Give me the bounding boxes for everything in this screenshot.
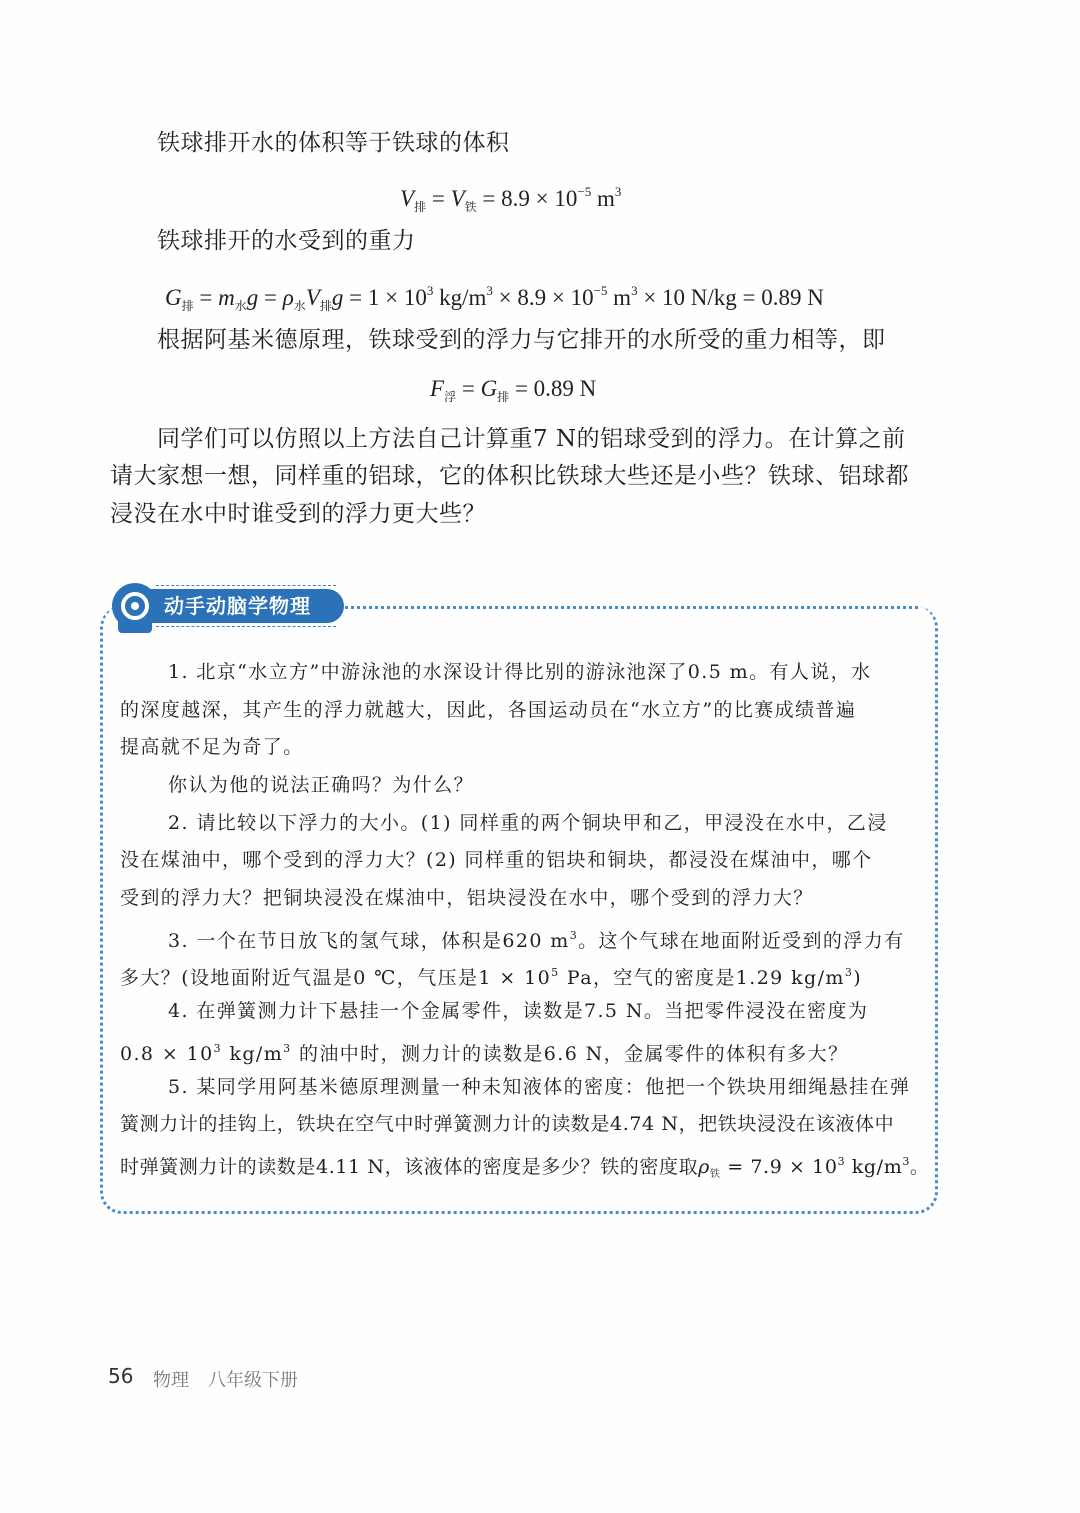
dot-icon	[131, 602, 139, 610]
paragraph-archimedes: 根据阿基米德原理，铁球受到的浮力与它排开的水所受的重力相等，即	[157, 327, 886, 353]
var-v: V	[305, 285, 320, 310]
text: 0.8 × 10	[120, 1043, 214, 1065]
sub-pai: 排	[497, 390, 510, 404]
unit-exponent: 3	[614, 184, 622, 199]
equals: =	[258, 285, 283, 310]
activity-box-top-border	[340, 606, 918, 609]
banner-dash-bottom	[156, 626, 336, 627]
formula-buoyancy	[430, 374, 596, 412]
value: × 10 N/kg = 0.89 N	[637, 285, 824, 310]
text: 3. 一个在节日放飞的氢气球，体积是620 m	[168, 930, 570, 952]
text: = 7.9 × 10	[720, 1156, 838, 1178]
var-g: g	[246, 285, 259, 310]
value: × 8.9 × 10	[492, 285, 594, 310]
var-m: m	[218, 285, 235, 310]
text: 时弹簧测力计的读数是4.11 N，该液体的密度是多少？铁的密度取	[120, 1156, 699, 1178]
text: )	[853, 967, 863, 989]
equals: =	[193, 285, 219, 310]
exponent: 3	[486, 283, 493, 298]
var-rho: ρ	[698, 1156, 710, 1178]
text: kg/m	[222, 1043, 284, 1065]
var-v: V	[450, 186, 465, 211]
text: 的油中时，测力计的读数是6.6 N，金属零件的体积有多大？	[291, 1043, 849, 1065]
unit: m	[591, 186, 615, 211]
equals: =	[456, 376, 481, 401]
activity-banner	[112, 583, 344, 629]
value: 8.9 × 10	[501, 186, 578, 211]
var-g-cap: G	[480, 376, 498, 401]
question-1-line-3: 提高就不足为奇了。	[120, 736, 304, 758]
equals: =	[476, 186, 502, 211]
paragraph-exercise-2: 请大家想一想，同样重的铝球，它的体积比铁球大些还是小些？铁球、铝球都	[110, 463, 909, 489]
question-3-line-2	[120, 960, 862, 991]
question-1-line-4: 你认为他的说法正确吗？为什么？	[168, 774, 475, 796]
exponent: −5	[593, 283, 608, 298]
exponent: 3	[631, 283, 638, 298]
question-4-line-2	[120, 1036, 848, 1067]
unit: m	[607, 285, 632, 310]
banner-dash-top	[156, 585, 336, 586]
formula-weight	[165, 276, 824, 321]
var-f: F	[430, 376, 445, 401]
var-g: g	[331, 285, 344, 310]
paragraph-exercise-3: 浸没在水中时谁受到的浮力更大些？	[110, 501, 486, 527]
sub-shui: 水	[293, 299, 306, 313]
value: = 1 × 10	[343, 285, 427, 310]
text: 。这个气球在地面附近受到的浮力有	[578, 930, 905, 952]
question-5-line-2: 簧测力计的挂钩上，铁块在空气中时弹簧测力计的读数是4.74 N，把铁块浸没在该液体中	[120, 1113, 895, 1135]
exponent: 3	[837, 1155, 846, 1168]
sub-tie: 铁	[709, 1169, 721, 1180]
exponent: 3	[213, 1042, 222, 1055]
question-4-line-1: 4. 在弹簧测力计下悬挂一个金属零件，读数是7.5 N。当把零件浸没在密度为	[168, 1000, 869, 1022]
sub-pai: 排	[414, 200, 427, 214]
footer-grade: 八年级下册	[208, 1370, 298, 1391]
text: kg/m	[845, 1156, 903, 1178]
paragraph-exercise-1: 同学们可以仿照以上方法自己计算重7 N的铝球受到的浮力。在计算之前	[157, 426, 906, 452]
paragraph-volume-statement: 铁球排开水的体积等于铁球的体积	[157, 130, 510, 156]
var-rho: ρ	[282, 285, 294, 310]
question-5-line-1: 5. 某同学用阿基米德原理测量一种未知液体的密度：他把一个铁块用细绳悬挂在弹	[168, 1076, 911, 1098]
exponent: 3	[426, 283, 434, 298]
page-number: 56	[108, 1364, 134, 1388]
unit: kg/m	[433, 285, 487, 310]
question-1-line-1: 1. 北京“水立方”中游泳池的水深设计得比别的游泳池深了0.5 m。有人说，水	[168, 661, 872, 683]
text: 。	[909, 1156, 930, 1178]
exponent: −5	[577, 184, 592, 199]
text: 多大？(设地面附近气温是0 ℃，气压是1 × 10	[120, 967, 552, 989]
magnifier-circle-icon	[112, 583, 158, 629]
activity-title: 动手动脑学物理	[164, 594, 311, 618]
var-v: V	[400, 186, 415, 211]
paragraph-weight-statement: 铁球排开的水受到的重力	[157, 228, 416, 254]
text: Pa，空气的密度是1.29 kg/m	[559, 967, 845, 989]
question-1-line-2: 的深度越深，其产生的浮力就越大，因此，各国运动员在“水立方”的比赛成绩普遍	[120, 699, 857, 721]
equals: =	[426, 186, 451, 211]
sub-pai: 排	[319, 299, 332, 313]
sub-tie: 铁	[464, 200, 477, 214]
value: = 0.89 N	[509, 376, 597, 401]
sub-shui: 水	[234, 299, 247, 313]
question-2-line-3: 受到的浮力大？把铜块浸没在煤油中，铝块浸没在水中，哪个受到的浮力大？	[120, 887, 814, 909]
var-g-cap: G	[165, 285, 182, 310]
sub-fu: 浮	[444, 390, 457, 404]
exponent: 3	[283, 1042, 292, 1055]
exponent: 3	[844, 966, 854, 979]
question-3-line-1	[168, 923, 905, 954]
exponent: 5	[551, 966, 560, 979]
exponent: 3	[569, 929, 579, 942]
question-5-line-3	[120, 1149, 930, 1188]
sub-pai: 排	[181, 299, 194, 313]
question-2-line-1: 2. 请比较以下浮力的大小。(1) 同样重的两个铜块甲和乙，甲浸没在水中，乙浸	[168, 812, 888, 834]
question-2-line-2: 没在煤油中，哪个受到的浮力大？(2) 同样重的铝块和铜块，都浸没在煤油中，哪个	[120, 849, 873, 871]
formula-volume	[400, 177, 621, 222]
footer-subject: 物理	[153, 1370, 189, 1391]
exponent: 3	[902, 1155, 910, 1168]
